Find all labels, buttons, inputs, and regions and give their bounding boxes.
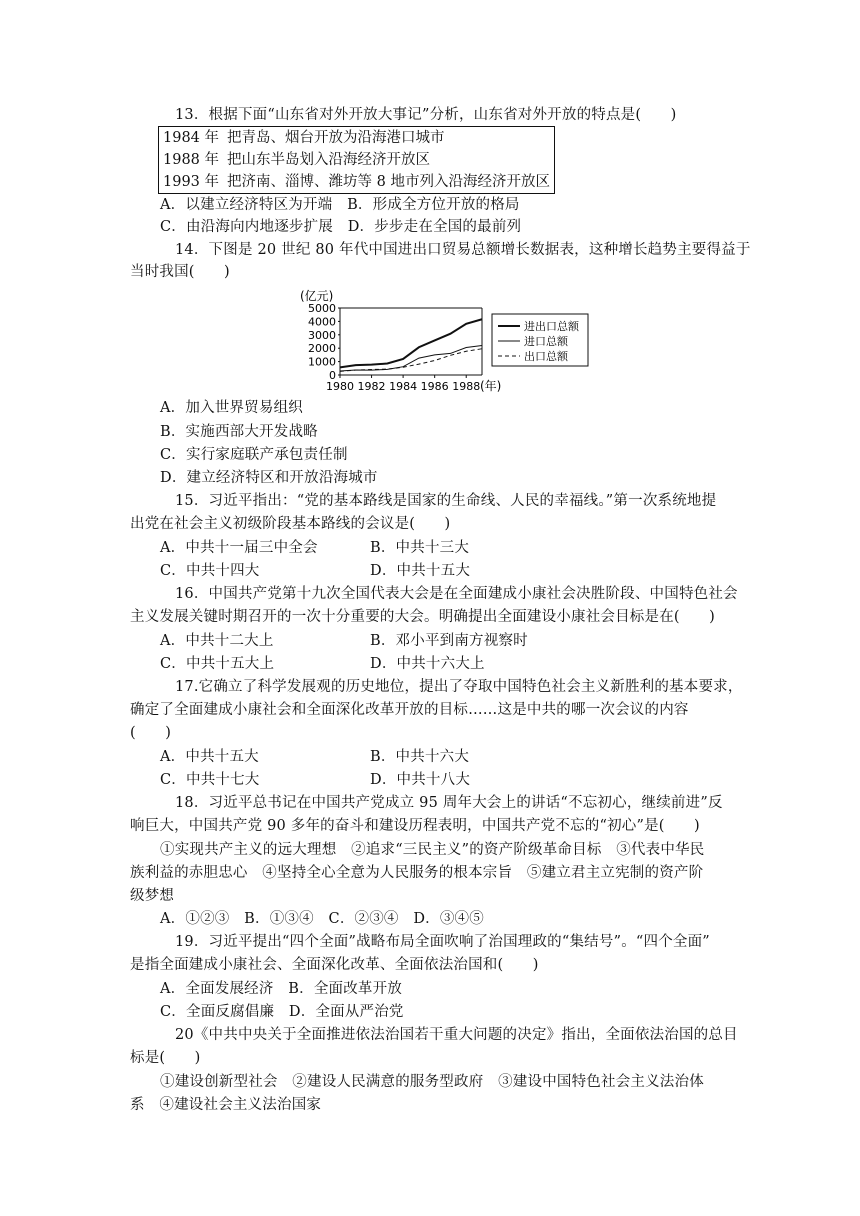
q16-option-b: B．邓小平到南方视察时 [370,633,528,649]
chart-x-tick-label: 1984 [389,380,418,393]
chart-legend-label: 出口总额 [524,350,568,363]
q14-option-c: C．实行家庭联产承包责任制 [160,447,348,463]
q20-stem-line1: 20《中共中央关于全面推进依法治国若干重大问题的决定》指出，全面依法治国的总目 [175,1027,738,1043]
q16-option-d: D．中共十六大上 [370,656,485,672]
chart-legend-label: 进出口总额 [524,320,579,333]
chart-x-tick-label: 1982 [357,380,386,393]
q15-stem-line2: 出党在社会主义初级阶段基本路线的会议是( ) [130,516,451,532]
chart-x-tick-label: 1988 [452,380,481,393]
chart-x-unit: (年) [480,379,502,393]
q13-events-table [158,126,555,194]
q16-stem-line2: 主义发展关键时期召开的一次十分重要的大会。明确提出全面建设小康社会目标是在( ) [130,609,716,625]
q17-stem-line1: 17.它确立了科学发展观的历史地位，提出了夺取中国特色社会主义新胜利的基本要求， [175,679,743,695]
q17-option-d: D．中共十八大 [370,772,471,788]
q14-option-b: B．实施西部大开发战略 [160,424,318,440]
chart-series-group [340,319,482,371]
q14-stem-line2: 当时我国( ) [130,264,230,280]
chart-y-tick-label: 4000 [308,315,336,329]
chart-x-tick-labels [326,375,480,393]
chart-y-tick-label: 2000 [308,342,336,356]
chart-series-line [340,319,482,367]
q16-option-c: C．中共十五大上 [160,656,275,672]
chart-y-tick-label: 5000 [308,302,336,315]
q13-options-cd: C．由沿海向内地逐步扩展 D．步步走在全国的最前列 [160,219,522,235]
table-row [159,127,555,150]
chart-series-line [340,346,482,371]
q17-stem-line3: ( ) [130,725,172,741]
q14-option-d: D．建立经济特区和开放沿海城市 [160,470,378,486]
table-year: 1988 年 [163,152,220,168]
q19-options-ab: A．全面发展经济 B．全面改革开放 [160,981,403,997]
q18-items-line3: 级梦想 [130,888,175,904]
q17-stem-line2: 确定了全面建成小康社会和全面深化改革开放的目标……这是中共的哪一次会议的内容 [130,702,689,718]
q20-items-line1: ①建设创新型社会 ②建设人民满意的服务型政府 ③建设中国特色社会主义法治体 [160,1074,704,1090]
table-year: 1993 年 [163,174,220,190]
q18-items-line1: ①实现共产主义的远大理想 ②追求“三民主义”的资产阶级革命目标 ③代表中华民 [160,842,705,858]
table-row [159,171,555,194]
q18-stem-line1: 18．习近平总书记在中国共产党成立 95 周年大会上的讲话“不忘初心，继续前进”反 [175,795,723,811]
q15-option-d: D．中共十五大 [370,563,471,579]
q18-stem-line2: 响巨大，中国共产党 90 多年的奋斗和建设历程表明，中国共产党不忘的“初心”是( ) [130,818,700,834]
q17-option-c: C．中共十七大 [160,772,260,788]
q15-stem-line1: 15．习近平指出：“党的基本路线是国家的生命线、人民的幸福线。”第一次系统地提 [175,493,717,509]
q20-items-line2: 系 ④建设社会主义法治国家 [130,1097,322,1113]
q19-options-cd: C．全面反腐倡廉 D．全面从严治党 [160,1004,404,1020]
q15-option-c: C．中共十四大 [160,563,260,579]
chart-y-tick-label: 1000 [308,355,336,369]
chart-y-unit: (亿元) [300,289,334,303]
trade-line-chart [296,284,596,396]
chart-x-tick-label: 1980 [326,380,354,393]
q14-option-a: A．加入世界贸易组织 [160,400,303,416]
q16-stem-line1: 16．中国共产党第十九次全国代表大会是在全面建成小康社会决胜阶段、中国特色社会 [175,586,738,602]
table-event: 把青岛、烟台开放为沿海港口城市 [227,130,445,146]
q18-options: A．①②③ B．①③④ C．②③④ D．③④⑤ [160,911,484,927]
table-event: 把山东半岛划入沿海经济开放区 [227,152,431,168]
chart-y-tick-labels [308,302,340,382]
q20-stem-line2: 标是( ) [130,1050,201,1066]
table-event: 把济南、淄博、潍坊等 8 地市列入沿海经济开放区 [227,174,550,190]
q17-option-a: A．中共十五大 [160,749,259,765]
chart-y-tick-label: 3000 [308,328,336,342]
q15-option-b: B．中共十三大 [370,540,470,556]
table-row [159,149,555,171]
q19-stem-line1: 19．习近平提出“四个全面”战略布局全面吹响了治国理政的“集结号”。“四个全面” [175,934,710,950]
q17-option-b: B．中共十六大 [370,749,470,765]
chart-x-tick-label: 1986 [420,380,449,393]
q15-option-a: A．中共十一届三中全会 [160,540,318,556]
q19-stem-line2: 是指全面建成小康社会、全面深化改革、全面依法治国和( ) [130,957,539,973]
q18-items-line2: 族利益的赤胆忠心 ④坚持全心全意为人民服务的根本宗旨 ⑤建立君主立宪制的资产阶 [130,865,704,881]
q13-options-ab: A．以建立经济特区为开端 B．形成全方位开放的格局 [160,197,520,213]
chart-y-tick-label: 0 [329,369,336,382]
q14-stem-line1: 14．下图是 20 世纪 80 年代中国进出口贸易总额增长数据表，这种增长趋势主要得益于 [175,242,751,258]
q13-stem: 13．根据下面“山东省对外开放大事记”分析，山东省对外开放的特点是( ) [175,107,677,123]
chart-legend-label: 进口总额 [524,335,568,348]
table-year: 1984 年 [163,130,220,146]
q16-option-a: A．中共十二大上 [160,633,274,649]
